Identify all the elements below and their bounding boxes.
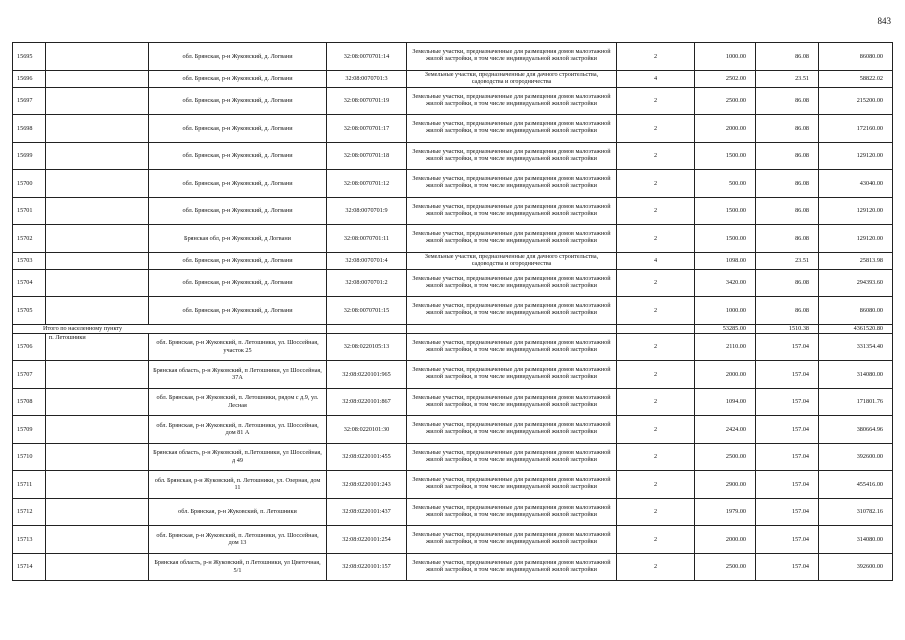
- address-cell: обл. Брянская, р-н Жуковский, д. Логвани: [149, 142, 327, 170]
- locality-cell: [46, 252, 149, 269]
- cadastral-value: 129120.00: [819, 197, 893, 225]
- table-row: [13, 416, 893, 444]
- group-number: 2: [617, 388, 695, 416]
- cadastral-value: 331354.40: [819, 333, 893, 361]
- row-number: 15696: [13, 70, 46, 87]
- area-value: 1098.00: [695, 252, 756, 269]
- land-use-type: Земельные участки, предназначенные для размещения домов малоэтажной жилой застройки, в том числе индивидуальной жилой застройки: [407, 443, 617, 471]
- row-number: 15710: [13, 443, 46, 471]
- rate-value: 86.08: [756, 225, 819, 253]
- land-use-type: Земельные участки, предназначенные для размещения домов малоэтажной жилой застройки, в том числе индивидуальной жилой застройки: [407, 170, 617, 198]
- group-number: 2: [617, 43, 695, 71]
- table-row: [13, 43, 893, 71]
- rate-value: 23.51: [756, 70, 819, 87]
- address-cell: Брянская область, р-н Жуковский, п Летошники, ул Шоссейная, 37А: [149, 361, 327, 389]
- land-use-type: Земельные участки, предназначенные для размещения домов малоэтажной жилой застройки, в том числе индивидуальной жилой застройки: [407, 297, 617, 325]
- land-use-type: Земельные участки, предназначенные для размещения домов малоэтажной жилой застройки, в том числе индивидуальной жилой застройки: [407, 87, 617, 115]
- area-value: 2500.00: [695, 443, 756, 471]
- group-number: 2: [617, 115, 695, 143]
- area-value: 1094.00: [695, 388, 756, 416]
- rate-value: 157.04: [756, 333, 819, 361]
- rate-value: 86.08: [756, 43, 819, 71]
- area-value: 2502.00: [695, 70, 756, 87]
- cadastral-number: 32:08:0070701:18: [327, 142, 407, 170]
- address-cell: обл. Брянская, р-н Жуковский, д. Логвани: [149, 297, 327, 325]
- address-cell: обл. Брянская, р-н Жуковский, д. Логвани: [149, 70, 327, 87]
- locality-cell: [46, 526, 149, 554]
- cadastral-number: 32:08:0220101:455: [327, 443, 407, 471]
- row-number: 15701: [13, 197, 46, 225]
- land-use-type: Земельные участки, предназначенные для размещения домов малоэтажной жилой застройки, в том числе индивидуальной жилой застройки: [407, 471, 617, 499]
- locality-cell: [46, 87, 149, 115]
- locality-cell: [46, 443, 149, 471]
- locality-cell: [46, 498, 149, 526]
- table-row: [13, 498, 893, 526]
- area-value: 3420.00: [695, 269, 756, 297]
- land-use-type: Земельные участки, предназначенные для размещения домов малоэтажной жилой застройки, в том числе индивидуальной жилой застройки: [407, 416, 617, 444]
- subtotal-label: Итого по населенному пункту: [13, 324, 327, 333]
- area-value: 1979.00: [695, 498, 756, 526]
- table-row: [13, 142, 893, 170]
- row-number: 15704: [13, 269, 46, 297]
- locality-cell: [46, 225, 149, 253]
- address-cell: Брянская обл, р-н Жуковский, д Логвани: [149, 225, 327, 253]
- land-use-type: Земельные участки, предназначенные для дачного строительства, садоводства и огородничества: [407, 70, 617, 87]
- rate-value: 157.04: [756, 416, 819, 444]
- group-number: 2: [617, 416, 695, 444]
- land-use-type: Земельные участки, предназначенные для размещения домов малоэтажной жилой застройки, в том числе индивидуальной жилой застройки: [407, 388, 617, 416]
- land-use-type: Земельные участки, предназначенные для размещения домов малоэтажной жилой застройки, в том числе индивидуальной жилой застройки: [407, 526, 617, 554]
- cadastral-number: 32:08:0220101:30: [327, 416, 407, 444]
- rate-value: 86.08: [756, 142, 819, 170]
- row-number: 15712: [13, 498, 46, 526]
- area-value: 1000.00: [695, 43, 756, 71]
- group-number: 2: [617, 333, 695, 361]
- address-cell: обл. Брянская, р-н Жуковский, д. Логвани: [149, 43, 327, 71]
- cadastral-number: 32:08:0070701:15: [327, 297, 407, 325]
- locality-cell: [46, 170, 149, 198]
- table-body-logvani: [13, 43, 893, 325]
- table-row: [13, 170, 893, 198]
- group-number: 2: [617, 553, 695, 581]
- table-row: [13, 471, 893, 499]
- row-number: 15702: [13, 225, 46, 253]
- cadastral-value: 86080.00: [819, 297, 893, 325]
- cadastral-number: 32:08:0220105:13: [327, 333, 407, 361]
- rate-value: 86.08: [756, 269, 819, 297]
- cadastral-value: 310782.16: [819, 498, 893, 526]
- rate-value: 86.08: [756, 170, 819, 198]
- group-number: 4: [617, 252, 695, 269]
- rate-value: 157.04: [756, 498, 819, 526]
- row-number: 15706: [13, 333, 46, 361]
- rate-value: 157.04: [756, 361, 819, 389]
- address-cell: обл. Брянская, р-н Жуковский, д. Логвани: [149, 269, 327, 297]
- rate-value: 157.04: [756, 388, 819, 416]
- locality-cell: [46, 70, 149, 87]
- land-use-type: Земельные участки, предназначенные для размещения домов малоэтажной жилой застройки, в том числе индивидуальной жилой застройки: [407, 269, 617, 297]
- rate-value: 157.04: [756, 471, 819, 499]
- group-number: 2: [617, 443, 695, 471]
- cadastral-value: 392600.00: [819, 553, 893, 581]
- table-row: [13, 526, 893, 554]
- locality-cell: [46, 553, 149, 581]
- table-row: [13, 225, 893, 253]
- group-number: 2: [617, 498, 695, 526]
- rate-value: 157.04: [756, 553, 819, 581]
- table-row: [13, 269, 893, 297]
- cadastral-number: 32:08:0220101:254: [327, 526, 407, 554]
- subtotal-rate: 1510.38: [756, 324, 819, 333]
- address-cell: обл. Брянская, р-н Жуковский, д. Логвани: [149, 115, 327, 143]
- area-value: 1000.00: [695, 297, 756, 325]
- table-row: [13, 361, 893, 389]
- table-body-letoshniki: [13, 333, 893, 581]
- address-cell: Брянская область, р-н Жуковский, п Летошники, ул Цветочная, 5/1: [149, 553, 327, 581]
- rate-value: 86.08: [756, 297, 819, 325]
- table-row: [13, 388, 893, 416]
- cadastral-value: 294393.60: [819, 269, 893, 297]
- rate-value: 86.08: [756, 197, 819, 225]
- land-use-type: Земельные участки, предназначенные для размещения домов малоэтажной жилой застройки, в том числе индивидуальной жилой застройки: [407, 142, 617, 170]
- group-number: 2: [617, 526, 695, 554]
- cadastral-value: 129120.00: [819, 142, 893, 170]
- address-cell: обл. Брянская, р-н Жуковский, д. Логвани: [149, 87, 327, 115]
- row-number: 15703: [13, 252, 46, 269]
- area-value: 2000.00: [695, 526, 756, 554]
- locality-cell: [46, 471, 149, 499]
- cadastral-number: 32:08:0070701:2: [327, 269, 407, 297]
- address-cell: Брянская область, р-н Жуковский, п.Летошники, ул Шоссейная, д 49: [149, 443, 327, 471]
- group-number: 4: [617, 70, 695, 87]
- group-number: 2: [617, 170, 695, 198]
- area-value: 1500.00: [695, 142, 756, 170]
- subtotal-value: 4361520.80: [819, 324, 893, 333]
- rate-value: 86.08: [756, 115, 819, 143]
- cadastral-value: 314080.00: [819, 526, 893, 554]
- group-number: 2: [617, 471, 695, 499]
- cadastral-value: 43040.00: [819, 170, 893, 198]
- cadastral-value: 215200.00: [819, 87, 893, 115]
- row-number: 15695: [13, 43, 46, 71]
- cadastral-value: 314080.00: [819, 361, 893, 389]
- row-number: 15709: [13, 416, 46, 444]
- row-number: 15700: [13, 170, 46, 198]
- group-number: 2: [617, 269, 695, 297]
- row-number: 15713: [13, 526, 46, 554]
- land-use-type: Земельные участки, предназначенные для размещения домов малоэтажной жилой застройки, в том числе индивидуальной жилой застройки: [407, 115, 617, 143]
- locality-cell: [46, 361, 149, 389]
- group-number: 2: [617, 297, 695, 325]
- cadastral-value: 455416.00: [819, 471, 893, 499]
- cadastral-number: 32:08:0220101:437: [327, 498, 407, 526]
- table-row: [13, 197, 893, 225]
- cadastral-value: 172160.00: [819, 115, 893, 143]
- group-number: 2: [617, 225, 695, 253]
- cadastral-number: 32:08:0070701:14: [327, 43, 407, 71]
- land-use-type: Земельные участки, предназначенные для размещения домов малоэтажной жилой застройки, в том числе индивидуальной жилой застройки: [407, 43, 617, 71]
- subtotal-area: 53285.00: [695, 324, 756, 333]
- locality-cell: [46, 115, 149, 143]
- cadastral-value: 392600.00: [819, 443, 893, 471]
- cadastral-number: 32:08:0070701:17: [327, 115, 407, 143]
- row-number: 15697: [13, 87, 46, 115]
- cadastral-number: 32:08:0070701:11: [327, 225, 407, 253]
- table-row: [13, 333, 893, 361]
- area-value: 2424.00: [695, 416, 756, 444]
- address-cell: обл. Брянская, р-н Жуковский, п. Летошники, ул. Шоссейная, участок 25: [149, 333, 327, 361]
- locality-cell: [46, 297, 149, 325]
- land-use-type: Земельные участки, предназначенные для дачного строительства, садоводства и огородничества: [407, 252, 617, 269]
- area-value: 1500.00: [695, 197, 756, 225]
- table-row: [13, 553, 893, 581]
- land-use-type: Земельные участки, предназначенные для размещения домов малоэтажной жилой застройки, в том числе индивидуальной жилой застройки: [407, 553, 617, 581]
- row-number: 15699: [13, 142, 46, 170]
- address-cell: обл. Брянская, р-н Жуковский, п. Летошники, рядом с д.9, ул. Лесная: [149, 388, 327, 416]
- cadastral-value: 25813.98: [819, 252, 893, 269]
- group-number: 2: [617, 87, 695, 115]
- land-use-type: Земельные участки, предназначенные для размещения домов малоэтажной жилой застройки, в том числе индивидуальной жилой застройки: [407, 498, 617, 526]
- rate-value: 23.51: [756, 252, 819, 269]
- area-value: 2500.00: [695, 553, 756, 581]
- group-number: 2: [617, 142, 695, 170]
- cadastral-number: 32:08:0220101:157: [327, 553, 407, 581]
- table-row: [13, 297, 893, 325]
- cadastral-value: 58822.02: [819, 70, 893, 87]
- address-cell: обл. Брянская, р-н Жуковский, д. Логвани: [149, 197, 327, 225]
- locality-cell: [46, 43, 149, 71]
- page-number: 843: [877, 16, 891, 26]
- row-number: 15707: [13, 361, 46, 389]
- address-cell: обл. Брянская, р-н Жуковский, д. Логвани: [149, 170, 327, 198]
- rate-value: 86.08: [756, 87, 819, 115]
- cadastral-number: 32:08:0220101:867: [327, 388, 407, 416]
- locality-cell: [46, 197, 149, 225]
- locality-cell: [46, 269, 149, 297]
- area-value: 2000.00: [695, 361, 756, 389]
- cadastral-value: 171801.76: [819, 388, 893, 416]
- cadastral-number: 32:08:0070701:19: [327, 87, 407, 115]
- cadastral-number: 32:08:0070701:4: [327, 252, 407, 269]
- cadastral-number: 32:08:0220101:965: [327, 361, 407, 389]
- group-number: 2: [617, 361, 695, 389]
- address-cell: обл. Брянская, р-н Жуковский, п. Летошники: [149, 498, 327, 526]
- subtotal-section: [13, 324, 893, 333]
- group-number: 2: [617, 197, 695, 225]
- locality-cell: [46, 416, 149, 444]
- locality-cell: п. Летошники: [46, 333, 149, 361]
- cadastral-number: 32:08:0070701:9: [327, 197, 407, 225]
- cadastral-value: 129120.00: [819, 225, 893, 253]
- address-cell: обл. Брянская, р-н Жуковский, п. Летошники, ул. Шоссейная, дом 81 А: [149, 416, 327, 444]
- area-value: 2110.00: [695, 333, 756, 361]
- row-number: 15705: [13, 297, 46, 325]
- land-use-type: Земельные участки, предназначенные для размещения домов малоэтажной жилой застройки, в том числе индивидуальной жилой застройки: [407, 225, 617, 253]
- row-number: 15708: [13, 388, 46, 416]
- area-value: 2000.00: [695, 115, 756, 143]
- land-use-type: Земельные участки, предназначенные для размещения домов малоэтажной жилой застройки, в том числе индивидуальной жилой застройки: [407, 197, 617, 225]
- address-cell: обл. Брянская, р-н Жуковский, д. Логвани: [149, 252, 327, 269]
- rate-value: 157.04: [756, 526, 819, 554]
- row-number: 15698: [13, 115, 46, 143]
- table-row: [13, 252, 893, 269]
- area-value: 2500.00: [695, 87, 756, 115]
- address-cell: обл. Брянская, р-н Жуковский, п. Летошники, ул. Шоссейная, дом 13: [149, 526, 327, 554]
- table-row: [13, 443, 893, 471]
- subtotal-row: [13, 324, 893, 333]
- rate-value: 157.04: [756, 443, 819, 471]
- table-row: [13, 115, 893, 143]
- cadastral-value: 380664.96: [819, 416, 893, 444]
- table-row: [13, 70, 893, 87]
- cadastral-value: 86080.00: [819, 43, 893, 71]
- cadastral-number: 32:08:0070701:12: [327, 170, 407, 198]
- locality-cell: [46, 142, 149, 170]
- cadastral-value-table: [12, 42, 893, 581]
- cadastral-number: 32:08:0220101:243: [327, 471, 407, 499]
- land-use-type: Земельные участки, предназначенные для размещения домов малоэтажной жилой застройки, в том числе индивидуальной жилой застройки: [407, 333, 617, 361]
- row-number: 15714: [13, 553, 46, 581]
- area-value: 1500.00: [695, 225, 756, 253]
- cadastral-number: 32:08:0070701:3: [327, 70, 407, 87]
- table-row: [13, 87, 893, 115]
- area-value: 500.00: [695, 170, 756, 198]
- row-number: 15711: [13, 471, 46, 499]
- address-cell: обл. Брянская, р-н Жуковский, п. Летошники, ул. Озерная, дом 11: [149, 471, 327, 499]
- area-value: 2900.00: [695, 471, 756, 499]
- locality-cell: [46, 388, 149, 416]
- land-use-type: Земельные участки, предназначенные для размещения домов малоэтажной жилой застройки, в том числе индивидуальной жилой застройки: [407, 361, 617, 389]
